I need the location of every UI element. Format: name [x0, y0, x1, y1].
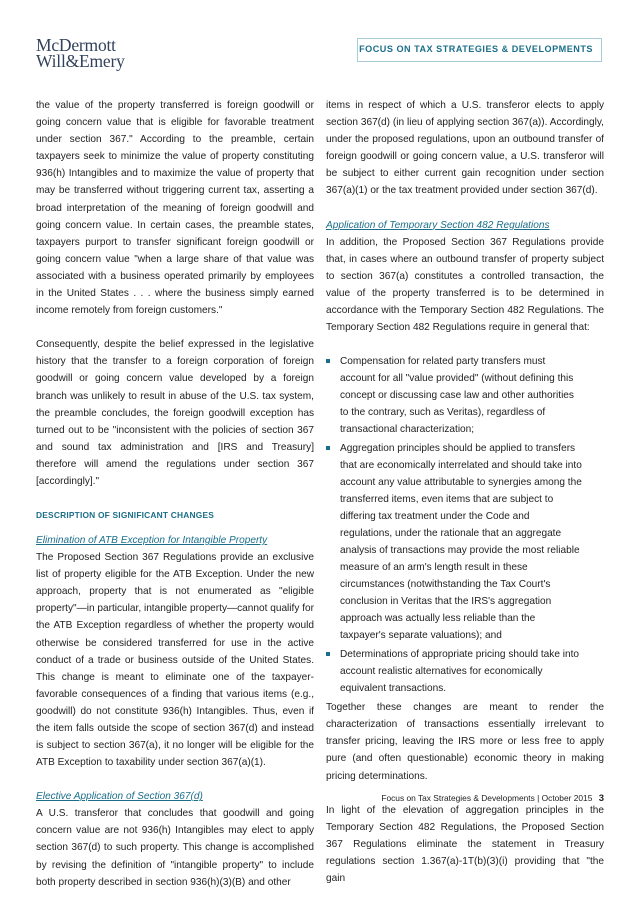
list-item: [326, 353, 604, 438]
logo-line-2: Will&Emery: [36, 51, 125, 71]
footer-text: Focus on Tax Strategies & Developments | October 2015: [381, 793, 593, 803]
left-paragraph-4: A U.S. transferor that concludes that goodwill and going concern value are not 936(h) Intangibles may elect to apply section 367(d) to such property. This change is accomplished by revising the definition of "intangible property" to include both property described in section 936(h)(3)(B) and other: [36, 808, 314, 888]
right-paragraph-3: Together these changes are meant to render the characterization of transactions essentially irrelevant to transfer pricing, leaving the IRS more or less free to apply pure (and often questionable) economic theory in making pricing determinations.: [326, 702, 604, 782]
subheading-elective-application: Elective Application of Section 367(d): [36, 791, 203, 803]
left-column: [36, 97, 314, 908]
list-item: [326, 646, 604, 697]
section-heading: DESCRIPTION OF SIGNIFICANT CHANGES: [36, 510, 215, 521]
requirements-list: [326, 353, 604, 697]
right-paragraph-4: In light of the elevation of aggregation principles in the Temporary Section 482 Regulations, the Proposed Section 367 Regulations eliminate the statement in Treasury regulations section 1.367(a)-1T(b)(3)(i) providing that "the gain: [326, 804, 604, 884]
company-logo: [36, 37, 125, 69]
left-paragraph-3: The Proposed Section 367 Regulations provide an exclusive list of property eligible for the ATB Exception. Under the new approach, property that is not enumerated as "eligible property"—in particular, intangible property—cannot qualify for the ATB Exception regardless of whether the property would otherwise be considered transferred for use in the active conduct of a trade or business outside of the United States. This change is meant to eliminate one of the taxpayer-favorable consequences of a finding that various items (e.g., goodwill) do not constitute 936(h) Intangibles. Thus, even if the item falls outside the scope of section 367(d) and instead is subject to section 367(a), it no longer will be eligible for the ATB Exception to taxability under section 367(a)(1).: [36, 552, 314, 769]
subheading-section-482: Application of Temporary Section 482 Regulations: [326, 219, 550, 231]
right-paragraph-1: items in respect of which a U.S. transferor elects to apply section 367(d) (in lieu of applying section 367(a)). Accordingly, under the proposed regulations, upon an outbound transfer of foreign goodwill or going concern value, a U.S. transferor will be subject to either current gain recognition under section 367(a)(1) or the tax treatment provided under section 367(d).: [326, 100, 604, 197]
bullet-icon: [326, 446, 330, 450]
list-item: [326, 440, 604, 644]
logo-line-1: McDermott: [36, 35, 116, 55]
list-item-text: Determinations of appropriate pricing should take into account realistic alternatives for economically equivalent transactions.: [340, 649, 580, 695]
right-paragraph-2: In addition, the Proposed Section 367 Regulations provide that, in cases where an outbound transfer of property subject to section 367(a) constitutes a controlled transaction, the value of the property transferred is to be determined in accordance with the Temporary Section 482 Regulations. The Temporary Section 482 Regulations require in general that:: [326, 236, 604, 334]
subheading-atb-exception: Elimination of ATB Exception for Intangible Property: [36, 535, 268, 547]
right-column: [326, 97, 604, 904]
header-banner: [357, 38, 602, 62]
bullet-icon: [326, 359, 330, 363]
header-banner-text: FOCUS ON TAX STRATEGIES & DEVELOPMENTS: [359, 44, 593, 54]
bullet-icon: [326, 652, 330, 656]
list-item-text: Compensation for related party transfers must account for all "value provided" (without defining this concept or discussing case law and other authorities to the contrary, such as Veritas), regardless of transactional characterization;: [340, 356, 574, 436]
left-paragraph-1: the value of the property transferred is foreign goodwill or going concern value that is eligible for favorable treatment under section 367." According to the preamble, certain taxpayers seek to minimize the value of property constituting 936(h) Intangibles and to maximize the value of property that may be transferred without triggering current tax, asserting a broad interpretation of the meaning of foreign goodwill and going concern value. In certain cases, the preamble states, taxpayers purport to transfer significant foreign goodwill or going concern value "when a large share of that value was associated with a business operated primarily by employees in the United States . . . where the business simply earned income remotely from foreign customers.": [36, 100, 314, 317]
list-item-text: Aggregation principles should be applied to transfers that are economically interrelated and should take into account any value attributable to synergies among the transferred items, even items that are subject to differing tax treatment under the Code and regulations, under the rationale that an aggregate analysis of transactions may provide the most reliable measure of an arm's length result in these circumstances (notwithstanding the Tax Court's conclusion in Veritas that the IRS's aggregation approach was actually less reliable than the taxpayer's separate valuations); and: [340, 443, 582, 642]
page-footer: [381, 793, 604, 804]
page-number: 3: [598, 793, 604, 804]
left-paragraph-2: Consequently, despite the belief expressed in the legislative history that the transfer to a foreign corporation of foreign goodwill or going concern value developed by a foreign branch was unlikely to result in abuse of the U.S. tax system, the preamble concludes, the foreign goodwill exception has turned out to be "inconsistent with the policies of section 367 and sound tax administration and [IRS and Treasury] therefore will amend the regulations under section 367 [accordingly].": [36, 339, 314, 487]
